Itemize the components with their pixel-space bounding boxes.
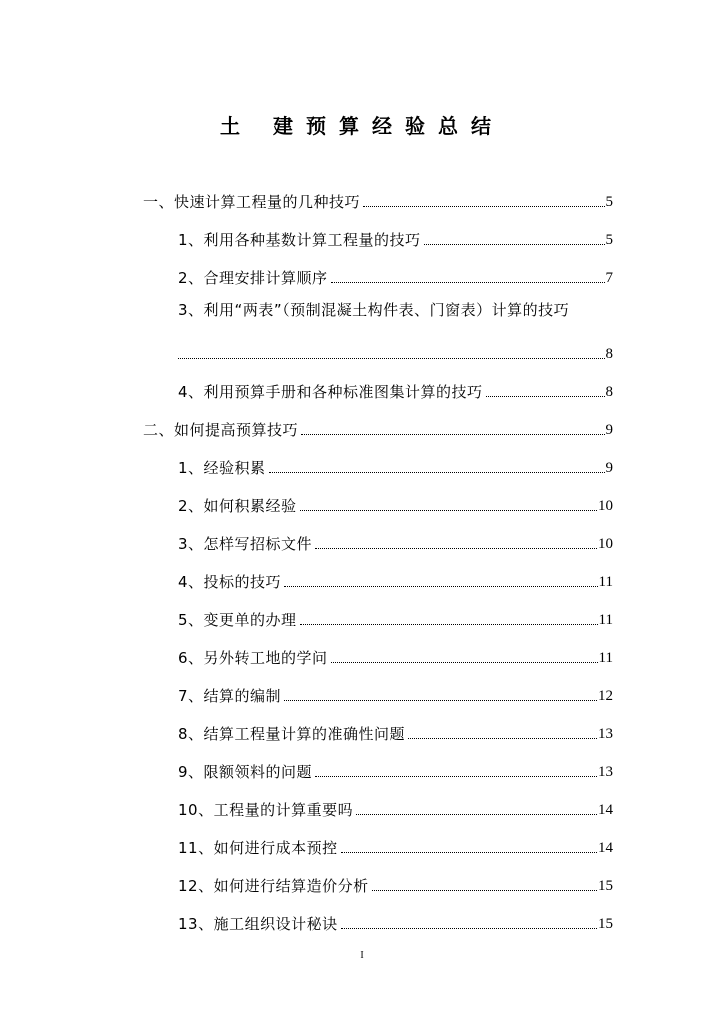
toc-leader-dots [178,358,605,359]
toc-leader-dots [372,890,597,891]
toc-page-number: 9 [605,422,613,438]
page-number-footer: I [360,950,364,961]
toc-leader-dots [300,624,598,625]
toc-item-2-10[interactable] [178,794,613,820]
toc-page-number: 10 [598,498,613,514]
toc-item-2-12[interactable] [178,870,613,896]
toc-leader-dots [284,700,597,701]
toc-leader-dots [356,814,597,815]
toc-page-number: 7 [605,270,613,286]
toc-page-number: 11 [598,612,613,628]
toc-item-2-4[interactable] [178,566,613,592]
toc-entry-text: 一、快速计算工程量的几种技巧 [143,193,361,211]
toc-entry-text: 7、结算的编制 [178,687,282,705]
toc-section-1[interactable] [143,186,613,212]
toc-entry-text: 8、结算工程量计算的准确性问题 [178,725,406,743]
toc-page-number: 14 [598,840,613,856]
toc-entry-text: 3、利用“两表”（预制混凝土构件表、门窗表）计算的技巧 [178,301,570,319]
toc-leader-dots [424,244,605,245]
toc-leader-dots [301,434,604,435]
toc-page-number: 9 [605,460,613,476]
toc-leader-dots [284,586,598,587]
toc-page-number: 8 [605,384,613,400]
toc-entry-text: 2、如何积累经验 [178,497,297,515]
toc-page-number: 10 [598,536,613,552]
toc-item-1-1[interactable] [178,224,613,250]
toc-entry-text: 6、另外转工地的学问 [178,649,328,667]
toc-page-number: 5 [605,194,613,210]
toc-leader-dots [331,282,605,283]
toc-leader-dots [269,472,605,473]
toc-item-2-13[interactable] [178,908,613,934]
toc-item-2-3[interactable] [178,528,613,554]
toc-page-number: 13 [598,764,613,780]
toc-entry-text: 5、变更单的办理 [178,611,297,629]
toc-page-number: 15 [598,878,613,894]
toc-entry-text: 13、施工组织设计秘诀 [178,915,338,933]
toc-item-2-1[interactable] [178,452,613,478]
toc-item-2-6[interactable] [178,642,613,668]
toc-item-1-3-text[interactable] [178,300,613,326]
toc-leader-dots [363,206,604,207]
toc-page-number: 14 [598,802,613,818]
toc-item-1-4[interactable] [178,376,613,402]
toc-page-number: 15 [598,916,613,932]
toc-item-2-9[interactable] [178,756,613,782]
toc-leader-dots [315,776,597,777]
toc-item-2-8[interactable] [178,718,613,744]
toc-entry-text: 4、利用预算手册和各种标准图集计算的技巧 [178,383,483,401]
toc-entry-text: 11、如何进行成本预控 [178,839,338,857]
toc-entry-text: 1、利用各种基数计算工程量的技巧 [178,231,421,249]
toc-page-number: 5 [605,232,613,248]
toc-item-2-7[interactable] [178,680,613,706]
toc-entry-text: 9、限额领料的问题 [178,763,313,781]
toc-entry-text: 4、投标的技巧 [178,573,282,591]
toc-item-1-2[interactable] [178,262,613,288]
toc-page-number: 8 [605,346,613,362]
toc-leader-dots [408,738,597,739]
toc-leader-dots [486,396,605,397]
toc-item-2-11[interactable] [178,832,613,858]
toc-leader-dots [300,510,597,511]
toc-entry-text: 12、如何进行结算造价分析 [178,877,369,895]
toc-page-number: 11 [598,574,613,590]
toc-leader-dots [331,662,598,663]
toc-page-number: 12 [598,688,613,704]
toc-item-2-2[interactable] [178,490,613,516]
toc-entry-text: 2、合理安排计算顺序 [178,269,328,287]
toc-page-number: 13 [598,726,613,742]
toc-entry-text: 1、经验积累 [178,459,266,477]
toc-leader-dots [341,852,597,853]
toc-item-2-5[interactable] [178,604,613,630]
document-title: 土 建预算经验总结 [220,114,504,138]
toc-section-2[interactable] [143,414,613,440]
toc-entry-text: 3、怎样写招标文件 [178,535,313,553]
toc-page-number: 11 [598,650,613,666]
toc-entry-text: 10、工程量的计算重要吗 [178,801,354,819]
toc-entry-text: 二、如何提高预算技巧 [143,421,299,439]
toc-leader-dots [341,928,597,929]
toc-item-1-3-leader[interactable] [178,338,613,364]
toc-leader-dots [315,548,597,549]
